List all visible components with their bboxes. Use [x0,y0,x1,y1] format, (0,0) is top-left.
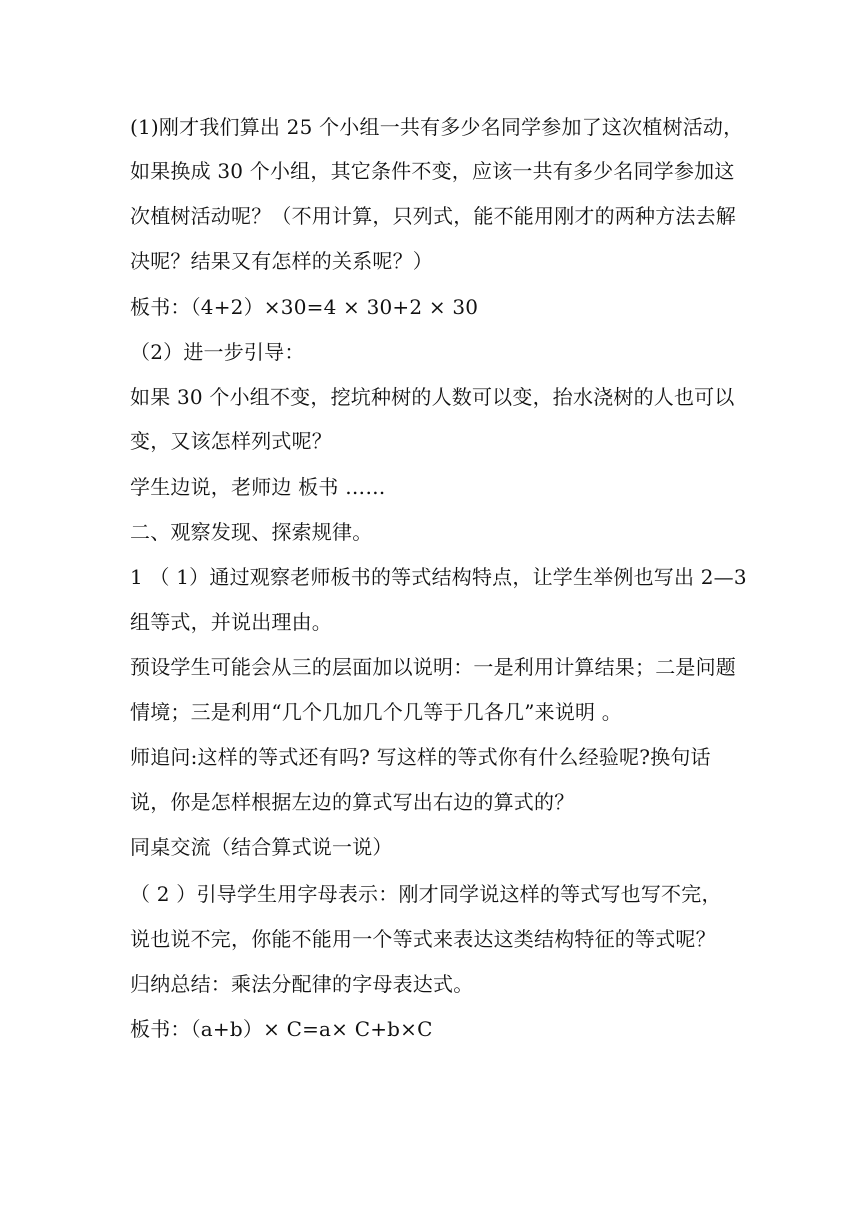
paragraph-line: 情境；三是利用“几个几加几个几等于几各几”来说明 。 [130,700,623,724]
paragraph-line: 归纳总结：乘法分配律的字母表达式。 [130,972,474,996]
board-note-line: 板书：（a+b）× C=a× C+b×C [130,1017,433,1041]
paragraph-line: 说也说不完，你能不能用一个等式来表达这类结构特征的等式呢？ [130,927,716,951]
paragraph-line: (1)刚才我们算出 25 个小组一共有多少名同学参加了这次植树活动， [130,115,744,139]
paragraph-line: 如果 30 个小组不变，挖坑种树的人数可以变，抬水浇树的人也可以 [130,385,735,409]
section-heading: （2）进一步引导： [130,340,305,364]
paragraph-line: 同桌交流（结合算式说一说） [130,835,393,859]
board-note-line: 板书：（4+2）×30=4 × 30+2 × 30 [130,295,479,319]
paragraph-line: 如果换成 30 个小组，其它条件不变，应该一共有多少名同学参加这 [130,159,735,183]
paragraph-line: 组等式，并说出理由。 [130,610,332,634]
paragraph-line: 预设学生可能会从三的层面加以说明：一是利用计算结果；二是问题 [130,655,736,679]
paragraph-line: 说，你是怎样根据左边的算式写出右边的算式的？ [130,790,575,814]
paragraph-line: （ 2 ）引导学生用字母表示：刚才同学说这样的等式写也写不完， [130,882,722,906]
paragraph-line: 次植树活动呢？（不用计算，只列式，能不能用刚才的两种方法去解 [130,204,736,228]
paragraph-line: 学生边说，老师边 板书 …… [130,475,386,499]
paragraph-line: 1 （ 1）通过观察老师板书的等式结构特点，让学生举例也写出 2—3 [130,565,747,589]
paragraph-line: 师追问:这样的等式还有吗? 写这样的等式你有什么经验呢?换句话 [130,745,711,769]
paragraph-line: 决呢？结果又有怎样的关系呢？） [130,249,433,273]
section-heading: 二、观察发现、探索规律。 [130,520,373,544]
paragraph-line: 变，又该怎样列式呢？ [130,429,332,453]
